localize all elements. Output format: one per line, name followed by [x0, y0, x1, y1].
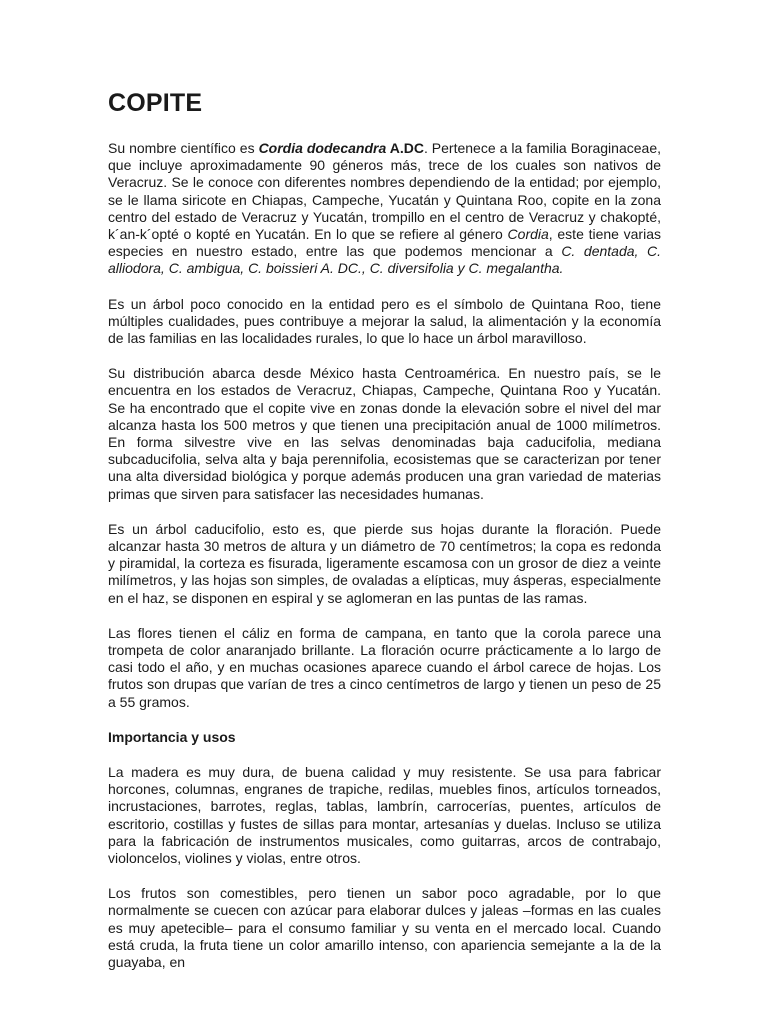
document-page [108, 88, 661, 989]
paragraph-description: Es un árbol caducifolio, esto es, que pierde sus hojas durante la floración. Puede alcanzar hasta 30 metros de altura y un diámetro de 70 centímetros; la copa es redonda y piramidal, la corteza es fisurada, ligeramente escamosa con un grosor de diez a veinte milímetros, y las hojas son simples, de ovaladas a elípticas, muy ásperas, especialmente en el haz, se disponen en espiral y se aglomeran en las puntas de las ramas. [108, 520, 661, 606]
p1-text-2: . Pertenece a la familia Boraginaceae, que incluye aproximadamente 90 géneros más, trece de los cuales son nativos de Veracruz. Se le conoce con diferentes nombres dependiendo de la entidad; por ejemplo, se le llama siricote en Chiapas, Campeche, Yucatán y Quintana Roo, copite en la zona centro del estado de Veracruz y Yucatán, trompillo en el centro de Veracruz y chakopté, k´an-k´opté o kopté en Yucatán. En lo que se refiere al género [108, 140, 661, 243]
paragraph-wood-uses: La madera es muy dura, de buena calidad y muy resistente. Se usa para fabricar horcones, columnas, engranes de trapiche, redilas, muebles finos, artículos torneados, incrustaciones, barrotes, reglas, tablas, lambrín, carrocerías, puentes, artículos de escritorio, costillas y fustes de sillas para montar, artesanías y duelas. Incluso se utiliza para la fabricación de instrumentos musicales, como guitarras, arcos de contrabajo, violoncelos, violines y violas, entre otros. [108, 763, 661, 866]
scientific-author: A.DC [386, 140, 424, 156]
document-title: COPITE [108, 89, 203, 117]
genus-name: Cordia [507, 226, 549, 243]
paragraph-scientific-name [108, 140, 661, 278]
paragraph-distribution: Su distribución abarca desde México hasta Centroamérica. En nuestro país, se le encuentra en los estados de Veracruz, Chiapas, Campeche, Quintana Roo y Yucatán. Se ha encontrado que el copite vive en zonas donde la elevación sobre el nivel del mar alcanza hasta los 500 metros y que tienen una precipitación anual de 1000 milímetros. En forma silvestre vive en las selvas denominadas baja caducifolia, mediana subcaducifolia, selva alta y baja perennifolia, ecosistemas que se caracterizan por tener una alta diversidad biológica y porque además producen una gran variedad de materias primas que sirven para satisfacer las necesidades humanas. [108, 365, 661, 502]
scientific-name: Cordia dodecandra [258, 140, 387, 156]
p1-text-1: Su nombre científico es [108, 140, 259, 156]
paragraph-fruits: Los frutos son comestibles, pero tienen un sabor poco agradable, por lo que normalmente se cuecen con azúcar para elaborar dulces y jaleas –formas en las cuales es muy apetecible– para el consumo familiar y su venta en el mercado local. Cuando está cruda, la fruta tiene un color amarillo intenso, con apariencia semejante a la de la guayaba, en [108, 885, 661, 970]
paragraph-symbol: Es un árbol poco conocido en la entidad pero es el símbolo de Quintana Roo, tiene múltiples cualidades, pues contribuye a mejorar la salud, la alimentación y la economía de las familias en las localidades rurales, lo que lo hace un árbol maravilloso. [108, 295, 661, 347]
paragraph-flowers: Las flores tienen el cáliz en forma de campana, en tanto que la corola parece una trompeta de color anaranjado brillante. La floración ocurre prácticamente a lo largo de casi todo el año, y en muchas ocasiones aparece cuando el árbol carece de hojas. Los frutos son drupas que varían de tres a cinco centímetros de largo y tienen un peso de 25 a 55 gramos. [108, 624, 661, 710]
section-heading-importance: Importancia y usos [108, 728, 236, 745]
species-list: C. dentada, C. alliodora, C. ambigua, C. boissieri A. DC., C. diversifolia y C. megalantha. [108, 243, 661, 277]
p1-text-3: , este tiene varias especies en nuestro estado, entre las que podemos mencionar a [108, 226, 661, 260]
